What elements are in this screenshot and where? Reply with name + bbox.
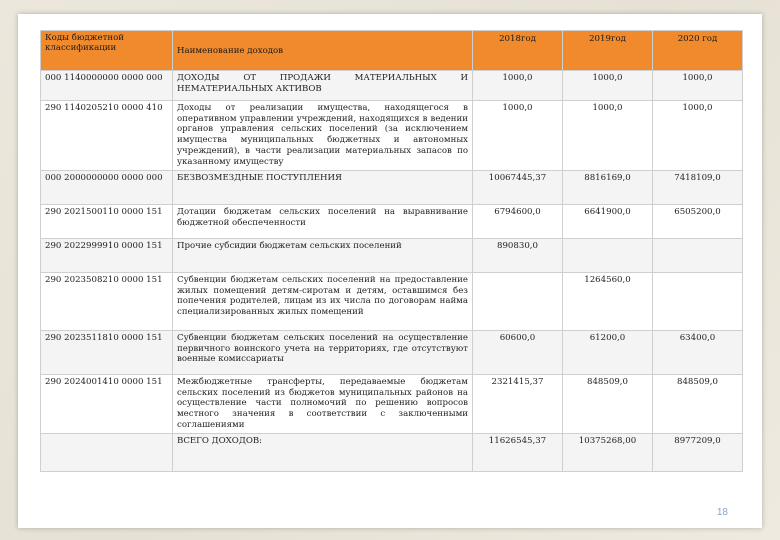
row-code — [41, 433, 173, 471]
slide — [18, 14, 762, 528]
row-value-2020 — [653, 239, 743, 273]
table-row — [41, 239, 743, 273]
row-name: Межбюджетные трансферты, передаваемые бюджетам сельских поселений из бюджетов муниципальных районов на осуществление части полномочий по решению вопросов местного значения в соответствии с заключенными соглашениями — [173, 375, 473, 434]
row-value-2019: 6641900,0 — [563, 205, 653, 239]
row-name: Доходы от реализации имущества, находящегося в оперативном управлении учреждений, находящихся в ведении органов управления сельских поселений (за исключением имущества муниципальных бюджетных и автономных учреждений), в части реализации материальных запасов по указанному имуществу — [173, 101, 473, 171]
table-row — [41, 101, 743, 171]
header-name: Наименование доходов — [173, 31, 473, 71]
row-code: 290 2022999910 0000 151 — [41, 239, 173, 273]
row-code: 000 2000000000 0000 000 — [41, 171, 173, 205]
row-value-2020: 848509,0 — [653, 375, 743, 434]
row-name: БЕЗВОЗМЕЗДНЫЕ ПОСТУПЛЕНИЯ — [173, 171, 473, 205]
table-row — [41, 375, 743, 434]
table-row — [41, 205, 743, 239]
revenue-table — [40, 30, 743, 472]
row-value-2020 — [653, 273, 743, 331]
header-2020: 2020 год — [653, 31, 743, 71]
header-2019: 2019год — [563, 31, 653, 71]
header-2018: 2018год — [473, 31, 563, 71]
row-value-2019 — [563, 239, 653, 273]
total-value-2020: 8977209,0 — [653, 433, 743, 471]
row-value-2019: 848509,0 — [563, 375, 653, 434]
row-name: Прочие субсидии бюджетам сельских поселений — [173, 239, 473, 273]
total-value-2018: 11626545,37 — [473, 433, 563, 471]
table-row-total — [41, 433, 743, 471]
row-code: 290 2024001410 0000 151 — [41, 375, 173, 434]
header-code: Коды бюджетной классификации — [41, 31, 173, 71]
row-name: Субвенции бюджетам сельских поселений на предоставление жилых помещений детям-сиротам и детям, оставшимся без попечения родителей, лицам из их числа по договорам найма специализированных жилых помещений — [173, 273, 473, 331]
row-value-2018: 1000,0 — [473, 71, 563, 101]
row-value-2018: 6794600,0 — [473, 205, 563, 239]
row-value-2019: 8816169,0 — [563, 171, 653, 205]
row-value-2020: 1000,0 — [653, 71, 743, 101]
row-code: 290 1140205210 0000 410 — [41, 101, 173, 171]
row-code: 290 2023511810 0000 151 — [41, 331, 173, 375]
table-header-row — [41, 31, 743, 71]
row-name: ДОХОДЫ ОТ ПРОДАЖИ МАТЕРИАЛЬНЫХ И НЕМАТЕРИАЛЬНЫХ АКТИВОВ — [173, 71, 473, 101]
row-value-2019: 1000,0 — [563, 71, 653, 101]
row-value-2020: 6505200,0 — [653, 205, 743, 239]
row-value-2018: 2321415,37 — [473, 375, 563, 434]
row-code: 290 2023508210 0000 151 — [41, 273, 173, 331]
row-value-2020: 1000,0 — [653, 101, 743, 171]
row-code: 000 1140000000 0000 000 — [41, 71, 173, 101]
row-value-2019: 1000,0 — [563, 101, 653, 171]
row-code: 290 2021500110 0000 151 — [41, 205, 173, 239]
row-value-2019: 1264560,0 — [563, 273, 653, 331]
total-value-2019: 10375268,00 — [563, 433, 653, 471]
row-value-2018: 890830,0 — [473, 239, 563, 273]
row-name: Субвенции бюджетам сельских поселений на осуществление первичного воинского учета на территориях, где отсутствуют военные комиссариаты — [173, 331, 473, 375]
row-value-2018: 60600,0 — [473, 331, 563, 375]
table-row — [41, 273, 743, 331]
row-name: Дотации бюджетам сельских поселений на выравнивание бюджетной обеспеченности — [173, 205, 473, 239]
total-label: ВСЕГО ДОХОДОВ: — [173, 433, 473, 471]
table-row — [41, 71, 743, 101]
page-number: 18 — [716, 507, 728, 518]
row-value-2018 — [473, 273, 563, 331]
row-value-2020: 7418109,0 — [653, 171, 743, 205]
table-row — [41, 331, 743, 375]
row-value-2020: 63400,0 — [653, 331, 743, 375]
table-row — [41, 171, 743, 205]
row-value-2019: 61200,0 — [563, 331, 653, 375]
row-value-2018: 10067445,37 — [473, 171, 563, 205]
row-value-2018: 1000,0 — [473, 101, 563, 171]
